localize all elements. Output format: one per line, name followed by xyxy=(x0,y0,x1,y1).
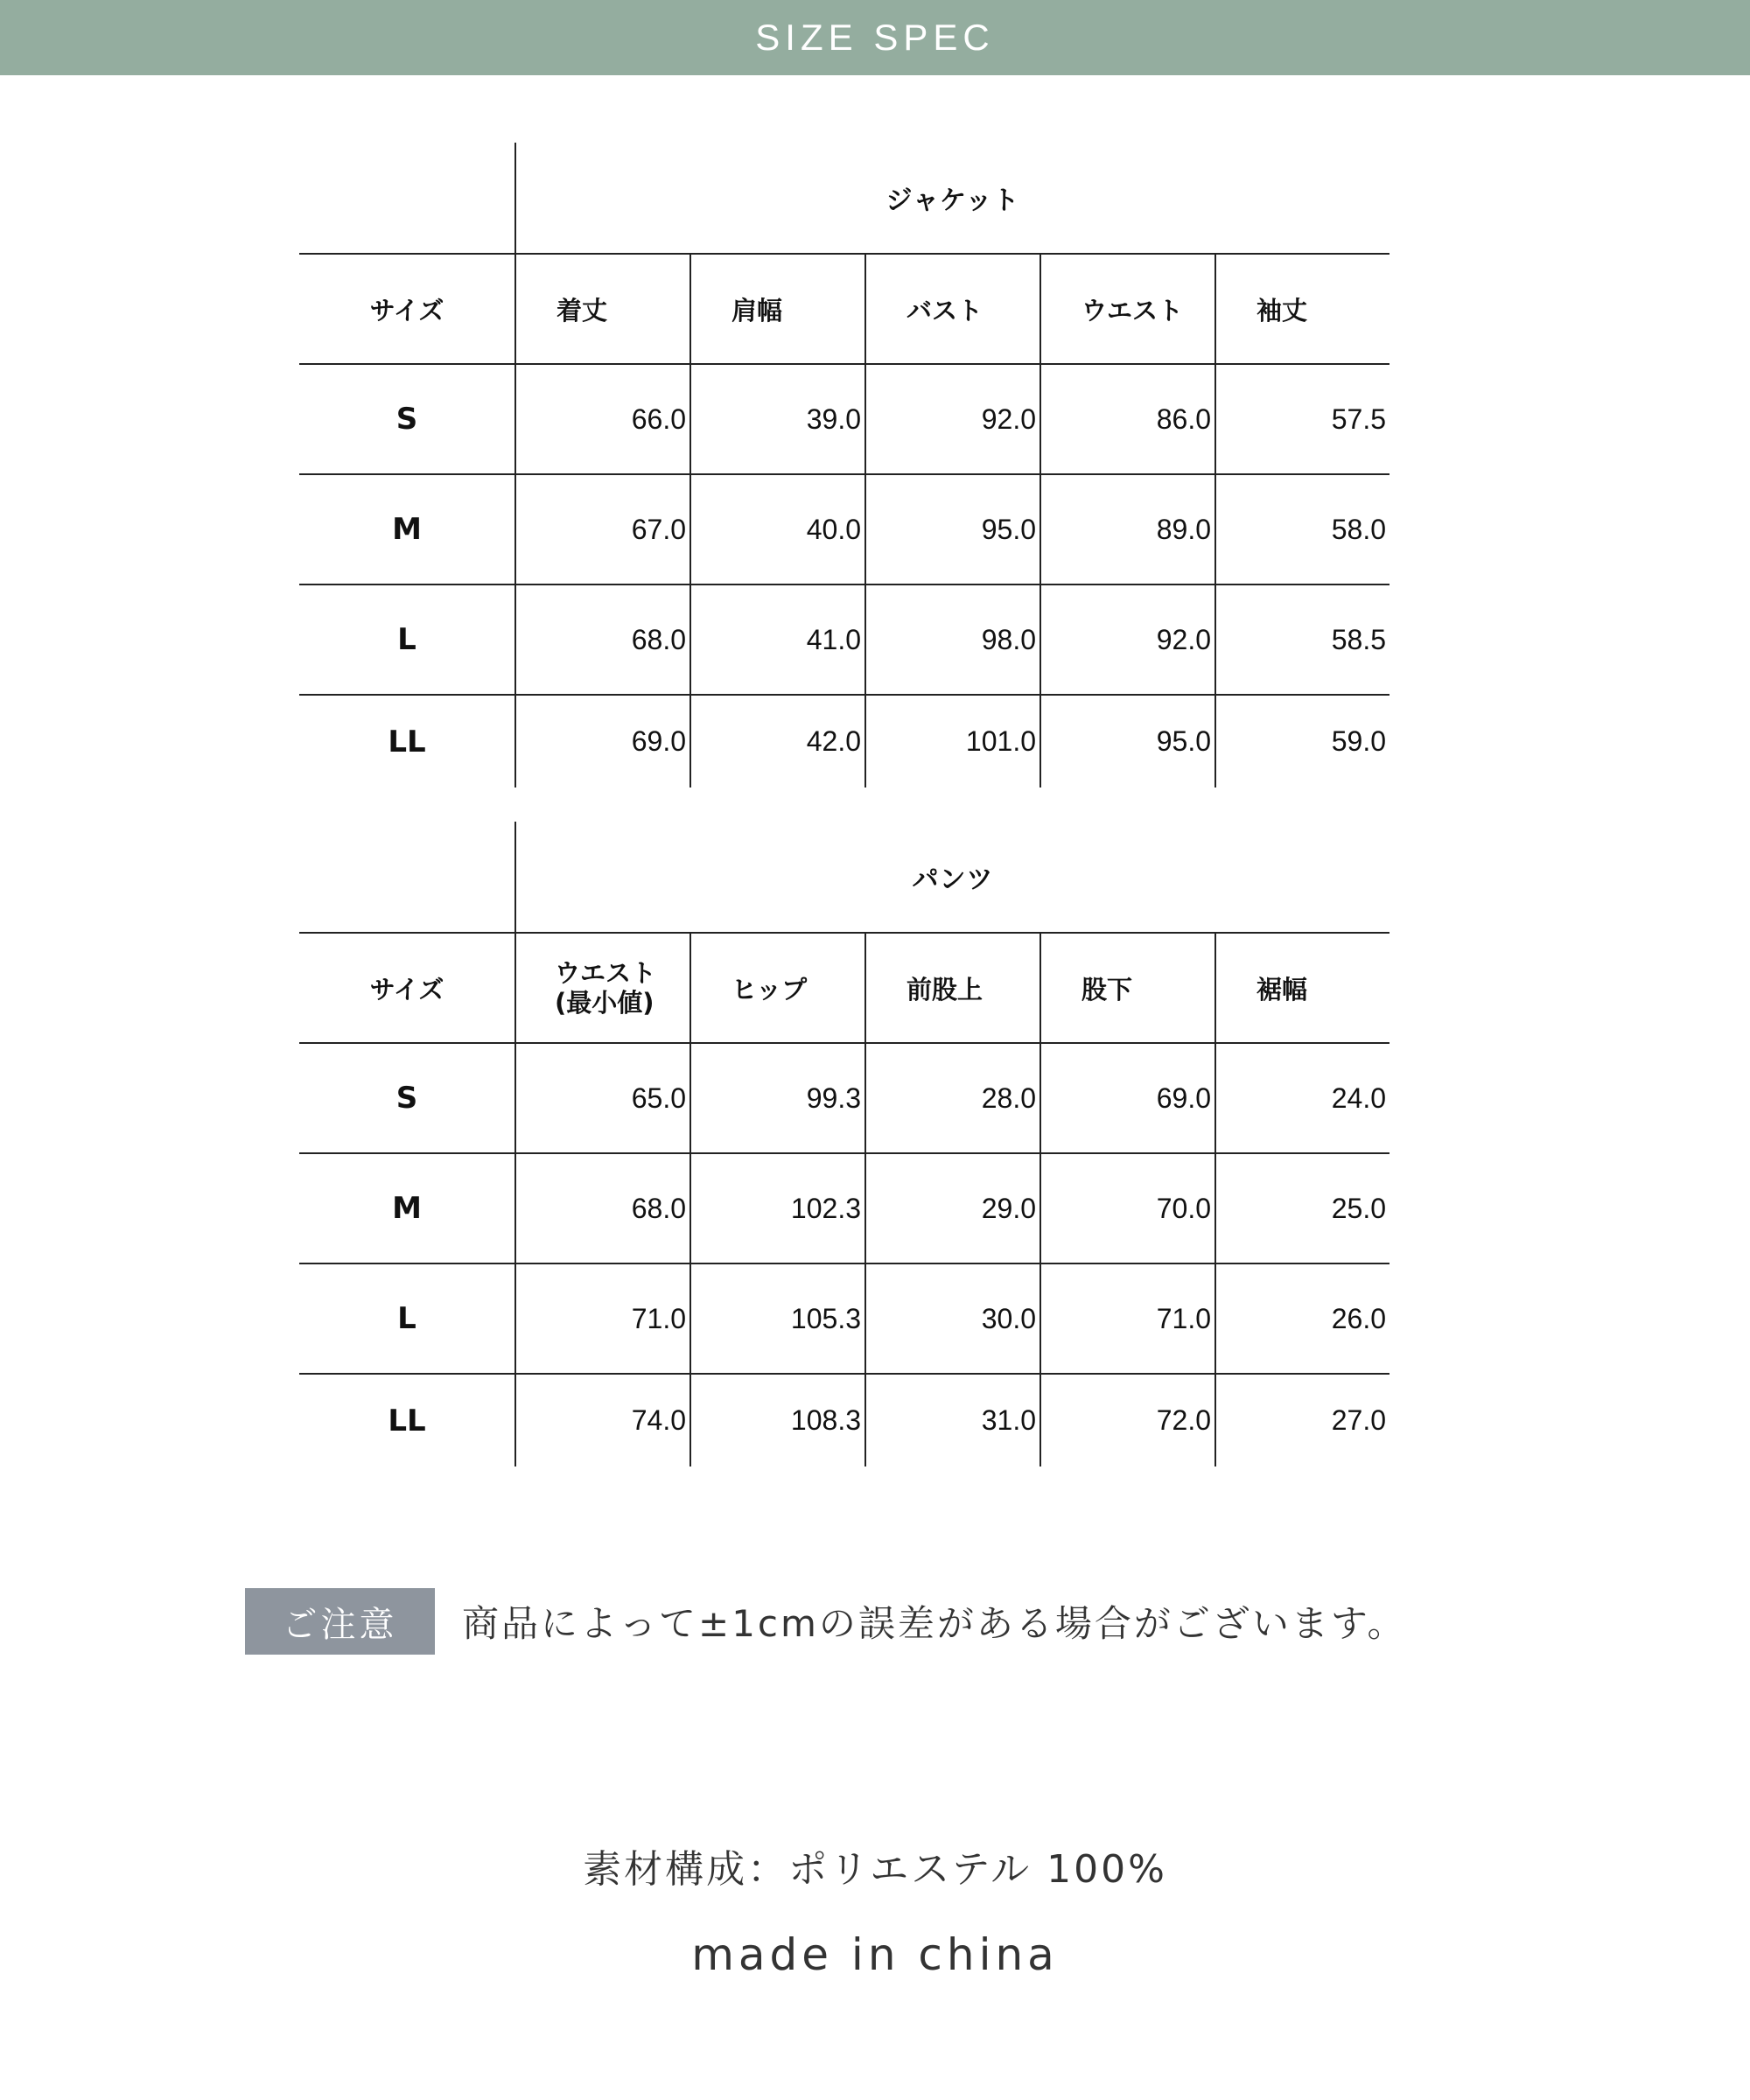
page-title: SIZE SPEC xyxy=(755,17,995,58)
column-header-size: サイズ xyxy=(369,974,444,1004)
header-bar xyxy=(0,0,1750,75)
table-cell: 24.0 xyxy=(1214,1044,1390,1152)
size-label: S xyxy=(396,1081,418,1116)
table-cell: 40.0 xyxy=(690,475,864,584)
column-header-waist-label: ウエスト xyxy=(555,958,657,988)
table-cell: 65.0 xyxy=(514,1044,690,1152)
table-cell: 41.0 xyxy=(690,585,864,694)
table-row xyxy=(299,1152,1390,1263)
pants-size-table xyxy=(299,822,1390,1466)
column-header-shoulder: 肩幅 xyxy=(690,255,864,363)
table-cell: 39.0 xyxy=(690,365,864,473)
table-row xyxy=(299,363,1390,473)
table-cell: 58.0 xyxy=(1214,475,1390,584)
size-label: L xyxy=(397,1301,416,1336)
table-row xyxy=(299,1263,1390,1373)
table-row xyxy=(299,1373,1390,1466)
column-header-hip: ヒップ xyxy=(690,934,864,1042)
table-cell: 72.0 xyxy=(1040,1375,1214,1466)
table-cell: 68.0 xyxy=(514,1154,690,1263)
caution-text: 商品によって±1cmの誤差がある場合がございます。 xyxy=(462,1602,1407,1645)
column-header-hem-width: 裾幅 xyxy=(1214,934,1390,1042)
table-cell: 28.0 xyxy=(864,1044,1040,1152)
table-cell: 67.0 xyxy=(514,475,690,584)
table-cell: 92.0 xyxy=(1040,585,1214,694)
table-title-row xyxy=(299,822,1390,932)
column-header-waist: ウエスト xyxy=(1040,255,1214,363)
size-label: LL xyxy=(388,1403,426,1438)
jacket-size-table xyxy=(299,143,1390,788)
table-row xyxy=(299,584,1390,694)
table-row xyxy=(299,694,1390,788)
column-header-front-rise: 前股上 xyxy=(864,934,1040,1042)
pants-title: パンツ xyxy=(514,822,1390,932)
table-title-row xyxy=(299,143,1390,253)
table-cell: 71.0 xyxy=(1040,1264,1214,1373)
table-cell: 70.0 xyxy=(1040,1154,1214,1263)
table-row xyxy=(299,473,1390,584)
size-label: L xyxy=(397,622,416,657)
size-label: S xyxy=(396,402,418,437)
table-cell: 57.5 xyxy=(1214,365,1390,473)
table-cell: 95.0 xyxy=(864,475,1040,584)
column-header-length: 着丈 xyxy=(514,255,690,363)
country-of-origin: made in china xyxy=(691,1929,1059,1980)
empty-corner-cell xyxy=(299,822,514,932)
table-cell: 42.0 xyxy=(690,696,864,788)
table-cell: 86.0 xyxy=(1040,365,1214,473)
table-cell: 58.5 xyxy=(1214,585,1390,694)
table-header-row xyxy=(299,932,1390,1042)
table-cell: 108.3 xyxy=(690,1375,864,1466)
table-row xyxy=(299,1042,1390,1152)
table-cell: 99.3 xyxy=(690,1044,864,1152)
table-cell: 102.3 xyxy=(690,1154,864,1263)
table-cell: 27.0 xyxy=(1214,1375,1390,1466)
size-label: LL xyxy=(388,724,426,760)
table-cell: 95.0 xyxy=(1040,696,1214,788)
table-header-row xyxy=(299,253,1390,363)
table-cell: 26.0 xyxy=(1214,1264,1390,1373)
column-header-sleeve: 袖丈 xyxy=(1214,255,1390,363)
table-cell: 59.0 xyxy=(1214,696,1390,788)
table-cell: 30.0 xyxy=(864,1264,1040,1373)
jacket-title: ジャケット xyxy=(514,143,1390,253)
column-header-waist-note: (最小値) xyxy=(555,988,654,1018)
table-cell: 92.0 xyxy=(864,365,1040,473)
column-header-inseam: 股下 xyxy=(1040,934,1214,1042)
table-cell: 105.3 xyxy=(690,1264,864,1373)
caution-badge: ご注意 xyxy=(245,1588,435,1655)
table-cell: 31.0 xyxy=(864,1375,1040,1466)
table-cell: 69.0 xyxy=(1040,1044,1214,1152)
table-cell: 68.0 xyxy=(514,585,690,694)
column-header-size: サイズ xyxy=(369,295,444,326)
table-cell: 69.0 xyxy=(514,696,690,788)
table-cell: 101.0 xyxy=(864,696,1040,788)
table-cell: 89.0 xyxy=(1040,475,1214,584)
table-cell: 98.0 xyxy=(864,585,1040,694)
table-cell: 74.0 xyxy=(514,1375,690,1466)
table-cell: 66.0 xyxy=(514,365,690,473)
size-label: M xyxy=(392,512,422,547)
column-header-bust: バスト xyxy=(864,255,1040,363)
size-label: M xyxy=(392,1191,422,1226)
table-cell: 29.0 xyxy=(864,1154,1040,1263)
column-header-waist xyxy=(514,934,690,1042)
material-composition: 素材構成：ポリエステル 100% xyxy=(583,1847,1167,1892)
empty-corner-cell xyxy=(299,143,514,253)
table-cell: 71.0 xyxy=(514,1264,690,1373)
table-cell: 25.0 xyxy=(1214,1154,1390,1263)
